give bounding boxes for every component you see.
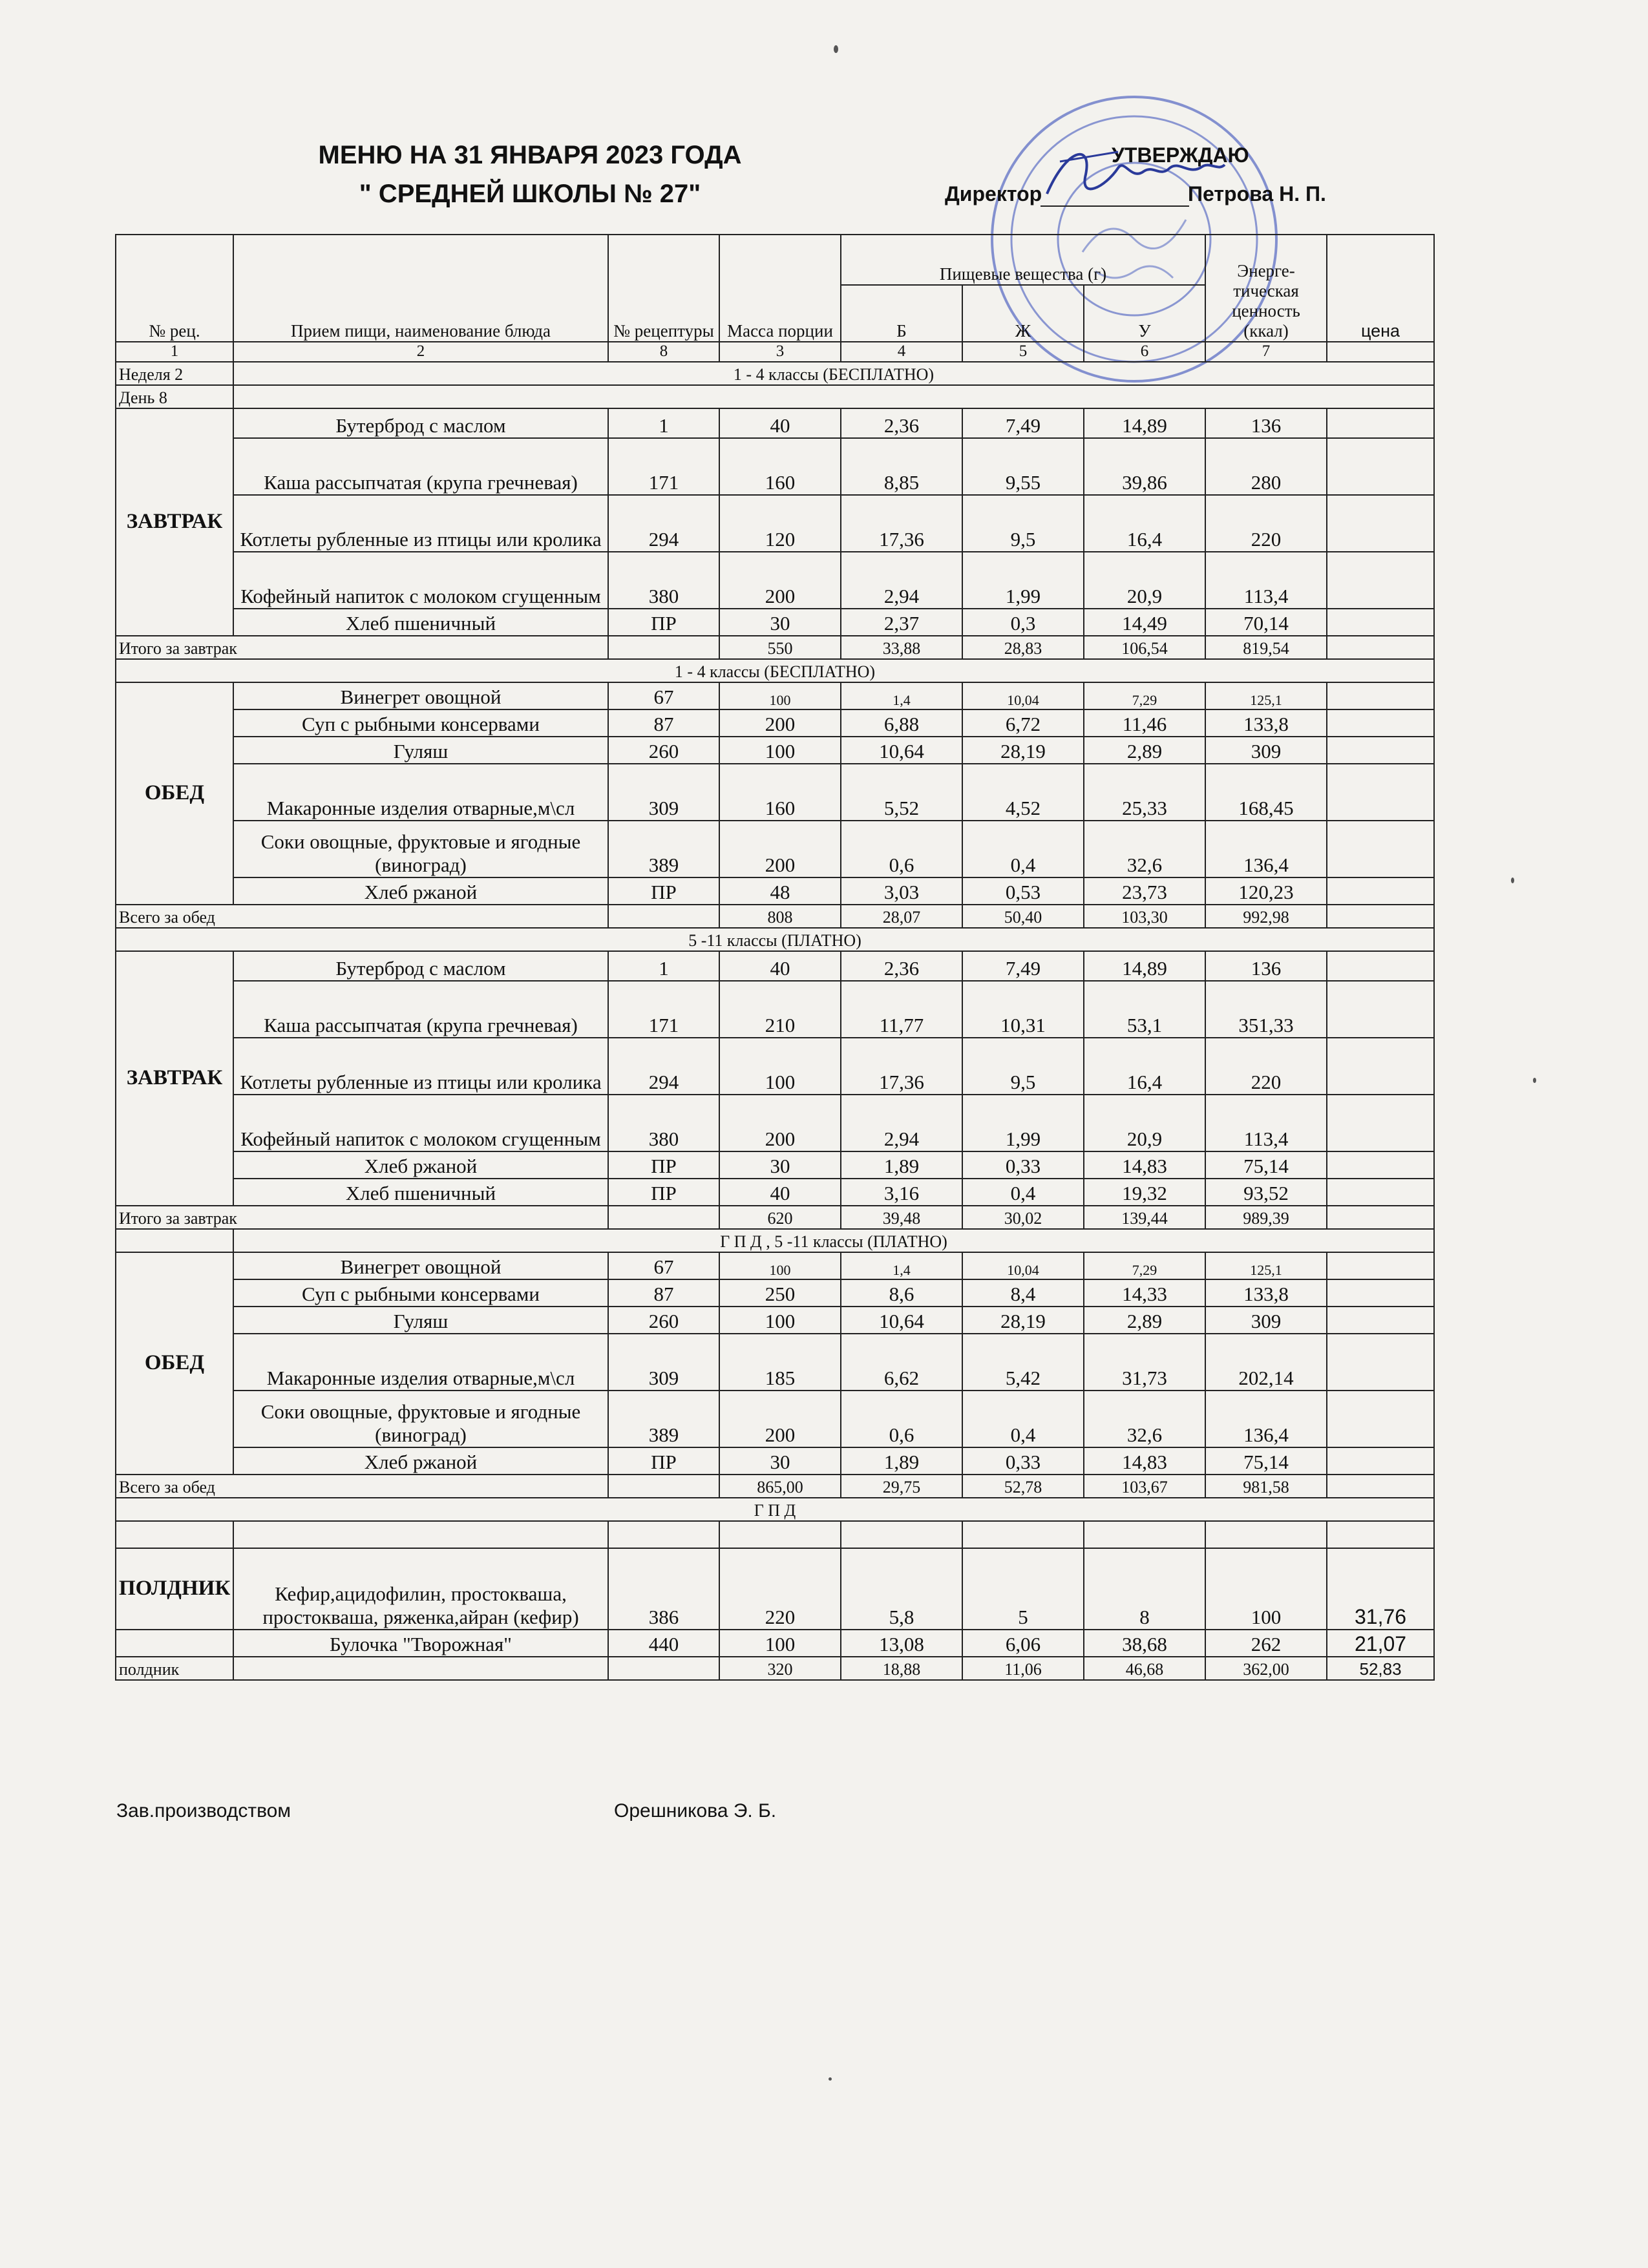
total-label: Всего за обед xyxy=(116,905,608,928)
recipe-number: 389 xyxy=(608,821,719,877)
energy-value: 136 xyxy=(1205,951,1327,981)
energy-value: 125,1 xyxy=(1205,682,1327,709)
total-row xyxy=(116,1657,1434,1680)
portion-mass: 100 xyxy=(719,1630,841,1657)
carb-value: 23,73 xyxy=(1084,877,1205,905)
total-zh: 52,78 xyxy=(962,1475,1084,1498)
header-zh: Ж xyxy=(962,285,1084,342)
fat-value: 9,5 xyxy=(962,1038,1084,1095)
protein-value: 5,52 xyxy=(841,764,962,821)
header-rec-no: № рец. xyxy=(116,235,233,342)
energy-value: 136,4 xyxy=(1205,1391,1327,1447)
fat-value: 4,52 xyxy=(962,764,1084,821)
total-kcal: 989,39 xyxy=(1205,1206,1327,1229)
protein-value: 2,94 xyxy=(841,1095,962,1151)
meal-category: ОБЕД xyxy=(116,682,233,905)
portion-mass: 250 xyxy=(719,1279,841,1307)
protein-value: 10,64 xyxy=(841,737,962,764)
energy-value: 133,8 xyxy=(1205,1279,1327,1307)
dish-row xyxy=(116,951,1434,981)
carb-value: 14,89 xyxy=(1084,951,1205,981)
total-row xyxy=(116,905,1434,928)
fat-value: 5,42 xyxy=(962,1334,1084,1391)
header-recipe-no: № рецептуры xyxy=(608,235,719,342)
meal-category: ЗАВТРАК xyxy=(116,951,233,1206)
school-name: " СРЕДНЕЙ ШКОЛЫ № 27" xyxy=(359,180,701,208)
protein-value: 13,08 xyxy=(841,1630,962,1657)
dish-row xyxy=(116,408,1434,438)
portion-mass: 100 xyxy=(719,682,841,709)
total-u: 46,68 xyxy=(1084,1657,1205,1680)
fat-value: 28,19 xyxy=(962,737,1084,764)
header-meal: Прием пищи, наименование блюда xyxy=(233,235,608,342)
section-heading: 1 - 4 классы (БЕСПЛАТНО) xyxy=(233,362,1434,385)
portion-mass: 40 xyxy=(719,1179,841,1206)
dish-name: Бутерброд с маслом xyxy=(233,408,608,438)
dish-name: Кефир,ацидофилин, простокваша, простокваша, ряженка,айран (кефир) xyxy=(233,1548,608,1630)
fat-value: 0,3 xyxy=(962,609,1084,636)
total-kcal: 992,98 xyxy=(1205,905,1327,928)
portion-mass: 40 xyxy=(719,408,841,438)
dish-name: Каша рассыпчатая (крупа гречневая) xyxy=(233,981,608,1038)
recipe-number: ПР xyxy=(608,1447,719,1475)
snack-block xyxy=(116,1548,1434,1657)
dish-name: Бутерброд с маслом xyxy=(233,951,608,981)
total-row xyxy=(116,636,1434,659)
meal-category: ОБЕД xyxy=(116,1252,233,1475)
total-label: Итого за завтрак xyxy=(116,636,608,659)
recipe-number: 1 xyxy=(608,408,719,438)
protein-value: 1,89 xyxy=(841,1151,962,1179)
director-label: Директор xyxy=(945,182,1042,205)
carb-value: 14,89 xyxy=(1084,408,1205,438)
dish-row xyxy=(116,1279,1434,1307)
dish-row xyxy=(116,1630,1434,1657)
carb-value: 14,33 xyxy=(1084,1279,1205,1307)
total-b: 29,75 xyxy=(841,1475,962,1498)
total-zh: 30,02 xyxy=(962,1206,1084,1229)
total-b: 18,88 xyxy=(841,1657,962,1680)
energy-value: 220 xyxy=(1205,495,1327,552)
fat-value: 9,55 xyxy=(962,438,1084,495)
portion-mass: 200 xyxy=(719,1095,841,1151)
dish-row xyxy=(116,495,1434,552)
energy-value: 351,33 xyxy=(1205,981,1327,1038)
dish-name: Хлеб ржаной xyxy=(233,877,608,905)
fat-value: 10,31 xyxy=(962,981,1084,1038)
speck xyxy=(829,2077,832,2081)
recipe-number: 309 xyxy=(608,764,719,821)
total-price: 52,83 xyxy=(1327,1657,1434,1680)
fat-value: 10,04 xyxy=(962,1252,1084,1279)
total-u: 103,30 xyxy=(1084,905,1205,928)
total-label: Всего за обед xyxy=(116,1475,608,1498)
total-kcal: 819,54 xyxy=(1205,636,1327,659)
fat-value: 1,99 xyxy=(962,1095,1084,1151)
portion-mass: 220 xyxy=(719,1548,841,1630)
recipe-number: ПР xyxy=(608,877,719,905)
dish-name: Макаронные изделия отварные,м\сл xyxy=(233,1334,608,1391)
protein-value: 8,85 xyxy=(841,438,962,495)
dish-name: Гуляш xyxy=(233,737,608,764)
header-mass: Масса порции xyxy=(719,235,841,342)
energy-value: 280 xyxy=(1205,438,1327,495)
total-row xyxy=(116,1475,1434,1498)
col-number: 7 xyxy=(1205,342,1327,362)
energy-value: 120,23 xyxy=(1205,877,1327,905)
energy-value: 220 xyxy=(1205,1038,1327,1095)
fat-value: 0,33 xyxy=(962,1447,1084,1475)
portion-mass: 100 xyxy=(719,1307,841,1334)
dish-row xyxy=(116,1038,1434,1095)
protein-value: 1,4 xyxy=(841,682,962,709)
dish-name: Суп с рыбными консервами xyxy=(233,1279,608,1307)
breakfast-paid-block xyxy=(116,951,1434,1206)
recipe-number: ПР xyxy=(608,1151,719,1179)
dish-row xyxy=(116,1252,1434,1279)
dish-name: Каша рассыпчатая (крупа гречневая) xyxy=(233,438,608,495)
recipe-number: 380 xyxy=(608,552,719,609)
fat-value: 28,19 xyxy=(962,1307,1084,1334)
header-nutrients: Пищевые вещества (г) xyxy=(841,235,1205,285)
breakfast-free-block xyxy=(116,408,1434,636)
carb-value: 2,89 xyxy=(1084,1307,1205,1334)
header-price: цена xyxy=(1327,235,1434,342)
menu-title: МЕНЮ НА 31 ЯНВАРЯ 2023 ГОДА xyxy=(318,141,742,169)
dish-name: Суп с рыбными консервами xyxy=(233,709,608,737)
lunch-paid-block xyxy=(116,1252,1434,1475)
section-heading: 5 -11 классы (ПЛАТНО) xyxy=(116,928,1434,951)
protein-value: 17,36 xyxy=(841,1038,962,1095)
protein-value: 2,94 xyxy=(841,552,962,609)
portion-mass: 200 xyxy=(719,1391,841,1447)
recipe-number: 389 xyxy=(608,1391,719,1447)
energy-value: 309 xyxy=(1205,737,1327,764)
carb-value: 14,83 xyxy=(1084,1151,1205,1179)
col-number: 3 xyxy=(719,342,841,362)
protein-value: 11,77 xyxy=(841,981,962,1038)
portion-mass: 200 xyxy=(719,821,841,877)
portion-mass: 30 xyxy=(719,609,841,636)
energy-value: 75,14 xyxy=(1205,1151,1327,1179)
carb-value: 2,89 xyxy=(1084,737,1205,764)
speck xyxy=(1533,1078,1536,1083)
dish-price: 21,07 xyxy=(1327,1630,1434,1657)
total-label: Итого за завтрак xyxy=(116,1206,608,1229)
fat-value: 0,4 xyxy=(962,821,1084,877)
portion-mass: 210 xyxy=(719,981,841,1038)
meal-category: ЗАВТРАК xyxy=(116,408,233,636)
protein-value: 6,62 xyxy=(841,1334,962,1391)
dish-row xyxy=(116,737,1434,764)
energy-value: 70,14 xyxy=(1205,609,1327,636)
dish-row xyxy=(116,1095,1434,1151)
fat-value: 0,53 xyxy=(962,877,1084,905)
section-heading: 1 - 4 классы (БЕСПЛАТНО) xyxy=(116,659,1434,682)
carb-value: 19,32 xyxy=(1084,1179,1205,1206)
recipe-number: 171 xyxy=(608,981,719,1038)
dish-name: Котлеты рубленные из птицы или кролика xyxy=(233,495,608,552)
dish-name: Соки овощные, фруктовые и ягодные (виноград) xyxy=(233,821,608,877)
dish-row xyxy=(116,1151,1434,1179)
portion-mass: 48 xyxy=(719,877,841,905)
dish-row xyxy=(116,1334,1434,1391)
col-number: 6 xyxy=(1084,342,1205,362)
dish-row xyxy=(116,682,1434,709)
total-u: 103,67 xyxy=(1084,1475,1205,1498)
energy-value: 93,52 xyxy=(1205,1179,1327,1206)
total-b: 33,88 xyxy=(841,636,962,659)
dish-row xyxy=(116,609,1434,636)
meal-category: ПОЛДНИК xyxy=(116,1548,233,1630)
carb-value: 53,1 xyxy=(1084,981,1205,1038)
protein-value: 8,6 xyxy=(841,1279,962,1307)
carb-value: 16,4 xyxy=(1084,495,1205,552)
portion-mass: 200 xyxy=(719,552,841,609)
carb-value: 32,6 xyxy=(1084,1391,1205,1447)
speck xyxy=(834,45,838,53)
dish-name: Соки овощные, фруктовые и ягодные (виноград) xyxy=(233,1391,608,1447)
recipe-number: 260 xyxy=(608,1307,719,1334)
dish-row xyxy=(116,552,1434,609)
protein-value: 2,36 xyxy=(841,951,962,981)
recipe-number: 87 xyxy=(608,709,719,737)
dish-name: Винегрет овощной xyxy=(233,1252,608,1279)
portion-mass: 100 xyxy=(719,1038,841,1095)
carb-value: 20,9 xyxy=(1084,1095,1205,1151)
recipe-number: 87 xyxy=(608,1279,719,1307)
protein-value: 0,6 xyxy=(841,1391,962,1447)
fat-value: 7,49 xyxy=(962,408,1084,438)
fat-value: 0,4 xyxy=(962,1391,1084,1447)
protein-value: 17,36 xyxy=(841,495,962,552)
dish-price: 31,76 xyxy=(1327,1548,1434,1630)
protein-value: 5,8 xyxy=(841,1548,962,1630)
recipe-number: 386 xyxy=(608,1548,719,1630)
total-mass: 808 xyxy=(719,905,841,928)
fat-value: 10,04 xyxy=(962,682,1084,709)
dish-name: Винегрет овощной xyxy=(233,682,608,709)
total-label: полдник xyxy=(116,1657,233,1680)
portion-mass: 185 xyxy=(719,1334,841,1391)
dish-row xyxy=(116,877,1434,905)
dish-row xyxy=(116,1447,1434,1475)
dish-name: Кофейный напиток с молоком сгущенным xyxy=(233,552,608,609)
fat-value: 8,4 xyxy=(962,1279,1084,1307)
recipe-number: 260 xyxy=(608,737,719,764)
total-mass: 620 xyxy=(719,1206,841,1229)
portion-mass: 160 xyxy=(719,438,841,495)
energy-value: 262 xyxy=(1205,1630,1327,1657)
total-zh: 11,06 xyxy=(962,1657,1084,1680)
director-name: Петрова Н. П. xyxy=(1188,182,1326,205)
portion-mass: 100 xyxy=(719,737,841,764)
carb-value: 31,73 xyxy=(1084,1334,1205,1391)
carb-value: 8 xyxy=(1084,1548,1205,1630)
total-u: 139,44 xyxy=(1084,1206,1205,1229)
fat-value: 1,99 xyxy=(962,552,1084,609)
portion-mass: 30 xyxy=(719,1447,841,1475)
col-number: 4 xyxy=(841,342,962,362)
recipe-number: 309 xyxy=(608,1334,719,1391)
carb-value: 20,9 xyxy=(1084,552,1205,609)
fat-value: 6,06 xyxy=(962,1630,1084,1657)
portion-mass: 200 xyxy=(719,709,841,737)
fat-value: 0,33 xyxy=(962,1151,1084,1179)
col-number: 2 xyxy=(233,342,608,362)
dish-row xyxy=(116,1307,1434,1334)
portion-mass: 40 xyxy=(719,951,841,981)
fat-value: 5 xyxy=(962,1548,1084,1630)
carb-value: 7,29 xyxy=(1084,682,1205,709)
section-heading: Г П Д xyxy=(116,1498,1434,1521)
carb-value: 14,83 xyxy=(1084,1447,1205,1475)
protein-value: 0,6 xyxy=(841,821,962,877)
energy-value: 113,4 xyxy=(1205,1095,1327,1151)
speck xyxy=(1511,877,1514,883)
recipe-number: ПР xyxy=(608,1179,719,1206)
total-zh: 28,83 xyxy=(962,636,1084,659)
total-mass: 865,00 xyxy=(719,1475,841,1498)
menu-table xyxy=(115,234,1435,1681)
energy-value: 202,14 xyxy=(1205,1334,1327,1391)
energy-value: 168,45 xyxy=(1205,764,1327,821)
carb-value: 7,29 xyxy=(1084,1252,1205,1279)
protein-value: 6,88 xyxy=(841,709,962,737)
total-b: 28,07 xyxy=(841,905,962,928)
protein-value: 2,36 xyxy=(841,408,962,438)
energy-value: 125,1 xyxy=(1205,1252,1327,1279)
energy-value: 309 xyxy=(1205,1307,1327,1334)
header-u: У xyxy=(1084,285,1205,342)
recipe-number: 294 xyxy=(608,495,719,552)
dish-row xyxy=(116,764,1434,821)
recipe-number: 294 xyxy=(608,1038,719,1095)
dish-name: Хлеб ржаной xyxy=(233,1447,608,1475)
total-kcal: 362,00 xyxy=(1205,1657,1327,1680)
carb-value: 11,46 xyxy=(1084,709,1205,737)
production-manager-name: Орешникова Э. Б. xyxy=(614,1800,777,1822)
energy-value: 100 xyxy=(1205,1548,1327,1630)
dish-row xyxy=(116,709,1434,737)
recipe-number: 67 xyxy=(608,682,719,709)
carb-value: 25,33 xyxy=(1084,764,1205,821)
col-number: 8 xyxy=(608,342,719,362)
portion-mass: 100 xyxy=(719,1252,841,1279)
recipe-number: 440 xyxy=(608,1630,719,1657)
energy-value: 136 xyxy=(1205,408,1327,438)
dish-name: Кофейный напиток с молоком сгущенным xyxy=(233,1095,608,1151)
recipe-number: 1 xyxy=(608,951,719,981)
recipe-number: ПР xyxy=(608,609,719,636)
total-u: 106,54 xyxy=(1084,636,1205,659)
col-number: 5 xyxy=(962,342,1084,362)
total-mass: 320 xyxy=(719,1657,841,1680)
carb-value: 39,86 xyxy=(1084,438,1205,495)
energy-value: 136,4 xyxy=(1205,821,1327,877)
protein-value: 2,37 xyxy=(841,609,962,636)
dish-name: Булочка "Творожная" xyxy=(233,1630,608,1657)
portion-mass: 160 xyxy=(719,764,841,821)
section-heading: Г П Д , 5 -11 классы (ПЛАТНО) xyxy=(233,1229,1434,1252)
fat-value: 0,4 xyxy=(962,1179,1084,1206)
week-label: Неделя 2 xyxy=(116,362,233,385)
fat-value: 9,5 xyxy=(962,495,1084,552)
total-b: 39,48 xyxy=(841,1206,962,1229)
protein-value: 3,16 xyxy=(841,1179,962,1206)
dish-row xyxy=(116,1391,1434,1447)
day-label: День 8 xyxy=(116,385,233,408)
dish-name: Хлеб пшеничный xyxy=(233,609,608,636)
portion-mass: 30 xyxy=(719,1151,841,1179)
dish-name: Котлеты рубленные из птицы или кролика xyxy=(233,1038,608,1095)
fat-value: 6,72 xyxy=(962,709,1084,737)
fat-value: 7,49 xyxy=(962,951,1084,981)
col-number: 1 xyxy=(116,342,233,362)
dish-name: Макаронные изделия отварные,м\сл xyxy=(233,764,608,821)
carb-value: 16,4 xyxy=(1084,1038,1205,1095)
dish-name: Хлеб ржаной xyxy=(233,1151,608,1179)
total-mass: 550 xyxy=(719,636,841,659)
protein-value: 1,4 xyxy=(841,1252,962,1279)
energy-value: 133,8 xyxy=(1205,709,1327,737)
carb-value: 32,6 xyxy=(1084,821,1205,877)
dish-row xyxy=(116,1548,1434,1630)
carb-value: 14,49 xyxy=(1084,609,1205,636)
energy-value: 113,4 xyxy=(1205,552,1327,609)
lunch-free-block xyxy=(116,682,1434,905)
recipe-number: 380 xyxy=(608,1095,719,1151)
header-b: Б xyxy=(841,285,962,342)
dish-name: Хлеб пшеничный xyxy=(233,1179,608,1206)
protein-value: 1,89 xyxy=(841,1447,962,1475)
total-zh: 50,40 xyxy=(962,905,1084,928)
recipe-number: 171 xyxy=(608,438,719,495)
portion-mass: 120 xyxy=(719,495,841,552)
total-kcal: 981,58 xyxy=(1205,1475,1327,1498)
energy-value: 75,14 xyxy=(1205,1447,1327,1475)
dish-row xyxy=(116,1179,1434,1206)
dish-row xyxy=(116,821,1434,877)
dish-name: Гуляш xyxy=(233,1307,608,1334)
dish-row xyxy=(116,438,1434,495)
production-manager-label: Зав.производством xyxy=(116,1800,291,1822)
approve-label: УТВЕРЖДАЮ xyxy=(1112,143,1249,167)
protein-value: 3,03 xyxy=(841,877,962,905)
header-energy: Энерге-тическая ценность (ккал) xyxy=(1205,235,1327,342)
protein-value: 10,64 xyxy=(841,1307,962,1334)
total-row xyxy=(116,1206,1434,1229)
recipe-number: 67 xyxy=(608,1252,719,1279)
dish-row xyxy=(116,981,1434,1038)
carb-value: 38,68 xyxy=(1084,1630,1205,1657)
